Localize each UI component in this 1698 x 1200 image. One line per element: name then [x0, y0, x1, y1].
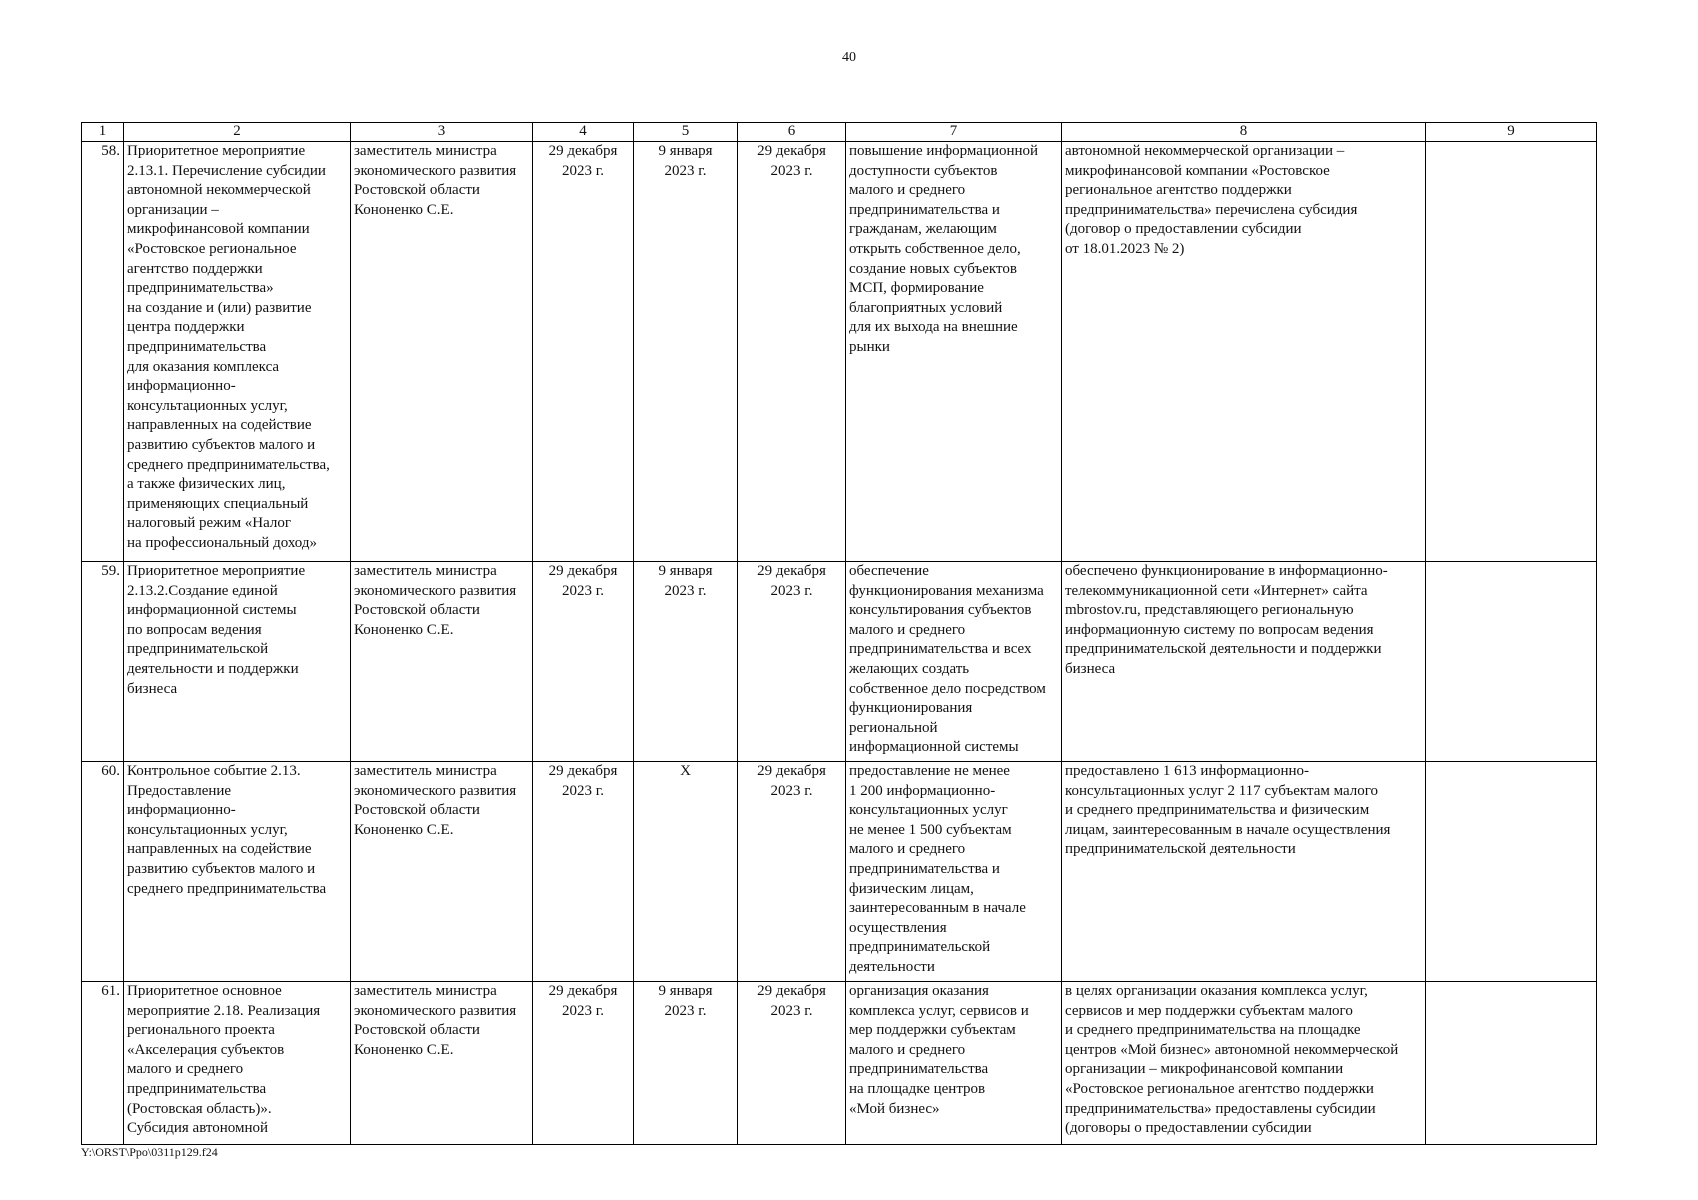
column-header: 3: [351, 123, 533, 142]
row-number: 60.: [82, 762, 124, 982]
table-row: [82, 762, 1597, 982]
responsible-cell: заместитель министра экономического развития Ростовской области Кононенко С.Е.: [351, 982, 533, 1145]
column-header: 9: [1426, 123, 1597, 142]
responsible-cell: заместитель министра экономического развития Ростовской области Кононенко С.Е.: [351, 762, 533, 982]
table-row: [82, 142, 1597, 562]
column-header: 8: [1062, 123, 1426, 142]
date-plan-cell: 29 декабря 2023 г.: [533, 562, 634, 762]
date-plan-cell: 29 декабря 2023 г.: [533, 982, 634, 1145]
page-number: 40: [842, 50, 856, 65]
note-cell: [1426, 562, 1597, 762]
expected-result-cell: предоставление не менее 1 200 информационно- консультационных услуг не менее 1 500 субъектам малого и среднего предпринимательства и физическим лицам, заинтересованным в начале осуществления предпринимательской деятельности: [846, 762, 1062, 982]
date-end-cell: 29 декабря 2023 г.: [738, 562, 846, 762]
row-number: 61.: [82, 982, 124, 1145]
date-plan-cell: 29 декабря 2023 г.: [533, 762, 634, 982]
actual-result-cell: автономной некоммерческой организации – микрофинансовой компании «Ростовское региональное агентство поддержки предпринимательства» перечислена субсидия (договор о предоставлении субсидии от 18.01.2023 № 2): [1062, 142, 1426, 562]
report-table: [81, 122, 1597, 1145]
table-row: [82, 982, 1597, 1145]
expected-result-cell: организация оказания комплекса услуг, сервисов и мер поддержки субъектам малого и среднего предпринимательства на площадке центров «Мой бизнес»: [846, 982, 1062, 1145]
date-start-cell: 9 января 2023 г.: [634, 142, 738, 562]
date-start-cell: 9 января 2023 г.: [634, 982, 738, 1145]
table-row: [82, 562, 1597, 762]
date-start-cell: X: [634, 762, 738, 982]
actual-result-cell: предоставлено 1 613 информационно- консультационных услуг 2 117 субъектам малого и среднего предпринимательства и физическим лицам, заинтересованным в начале осуществления предпринимательской деятельности: [1062, 762, 1426, 982]
expected-result-cell: обеспечение функционирования механизма консультирования субъектов малого и среднего предпринимательства и всех желающих создать собственное дело посредством функционирования региональной информационной системы: [846, 562, 1062, 762]
actual-result-cell: обеспечено функционирование в информационно- телекоммуникационной сети «Интернет» сайта mbrostov.ru, представляющего региональную информационную систему по вопросам ведения предпринимательской деятельности и поддержки бизнеса: [1062, 562, 1426, 762]
note-cell: [1426, 762, 1597, 982]
column-header: 4: [533, 123, 634, 142]
column-header: 6: [738, 123, 846, 142]
responsible-cell: заместитель министра экономического развития Ростовской области Кононенко С.Е.: [351, 142, 533, 562]
date-start-cell: 9 января 2023 г.: [634, 562, 738, 762]
event-cell: Контрольное событие 2.13. Предоставление информационно- консультационных услуг, направленных на содействие развитию субъектов малого и среднего предпринимательства: [124, 762, 351, 982]
table-header-row: [82, 123, 1597, 142]
row-number: 59.: [82, 562, 124, 762]
date-plan-cell: 29 декабря 2023 г.: [533, 142, 634, 562]
date-end-cell: 29 декабря 2023 г.: [738, 762, 846, 982]
event-cell: Приоритетное основное мероприятие 2.18. Реализация регионального проекта «Акселерация субъектов малого и среднего предпринимательства (Ростовская область)». Субсидия автономной: [124, 982, 351, 1145]
column-header: 7: [846, 123, 1062, 142]
date-end-cell: 29 декабря 2023 г.: [738, 142, 846, 562]
row-number: 58.: [82, 142, 124, 562]
column-header: 5: [634, 123, 738, 142]
responsible-cell: заместитель министра экономического развития Ростовской области Кононенко С.Е.: [351, 562, 533, 762]
column-header: 2: [124, 123, 351, 142]
actual-result-cell: в целях организации оказания комплекса услуг, сервисов и мер поддержки субъектам малого и среднего предпринимательства на площадке центров «Мой бизнес» автономной некоммерческой организации – микрофинансовой компании «Ростовское региональное агентство поддержки предпринимательства» предоставлены субсидии (договоры о предоставлении субсидии: [1062, 982, 1426, 1145]
note-cell: [1426, 982, 1597, 1145]
event-cell: Приоритетное мероприятие 2.13.1. Перечисление субсидии автономной некоммерческой организации – микрофинансовой компании «Ростовское региональное агентство поддержки предпринимательства» на создание и (или) развитие центра поддержки предпринимательства для оказания комплекса информационно- консультационных услуг, направленных на содействие развитию субъектов малого и среднего предпринимательства, а также физических лиц, применяющих специальный налоговый режим «Налог на профессиональный доход»: [124, 142, 351, 562]
expected-result-cell: повышение информационной доступности субъектов малого и среднего предпринимательства и гражданам, желающим открыть собственное дело, создание новых субъектов МСП, формирование благоприятных условий для их выхода на внешние рынки: [846, 142, 1062, 562]
column-header: 1: [82, 123, 124, 142]
date-end-cell: 29 декабря 2023 г.: [738, 982, 846, 1145]
file-path-footer: Y:\ORST\Ppo\0311p129.f24: [81, 1145, 218, 1159]
event-cell: Приоритетное мероприятие 2.13.2.Создание единой информационной системы по вопросам ведения предпринимательской деятельности и поддержки бизнеса: [124, 562, 351, 762]
note-cell: [1426, 142, 1597, 562]
